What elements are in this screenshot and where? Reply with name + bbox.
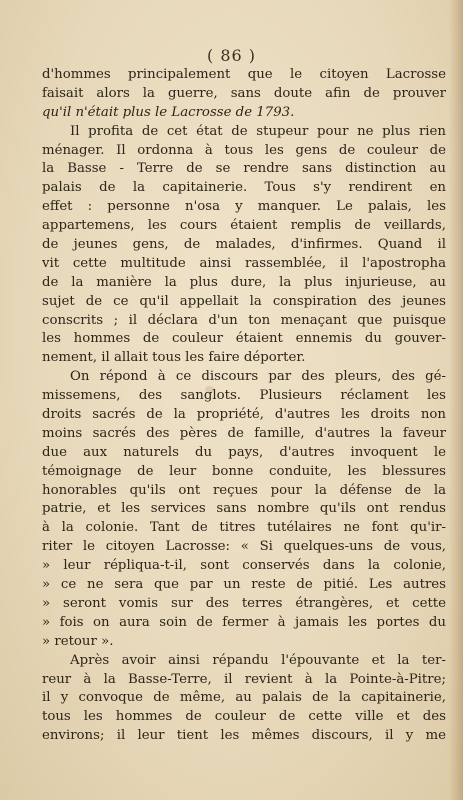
text-line: missemens, des sanglots. Plusieurs réclament les	[42, 388, 446, 404]
text-line: sujet de ce qu'il appellait la conspiration des jeunes	[42, 293, 446, 309]
text-line: effet : personne n'osa y manquer. Le palais, les	[42, 199, 446, 215]
text-line: » leur répliqua-t-il, sont conservés dans la colonie,	[42, 558, 446, 574]
text-line: ménager. Il ordonna à tous les gens de couleur de	[42, 142, 446, 158]
text-line: témoignage de leur bonne conduite, les blessures	[42, 463, 446, 479]
text-line: appartemens, les cours étaient remplis de veillards,	[42, 218, 446, 234]
text-line: tous les hommes de couleur de cette ville et des	[42, 709, 446, 725]
text-line: Après avoir ainsi répandu l'épouvante et la ter-	[70, 652, 446, 668]
text-line: droits sacrés de la propriété, d'autres les droits non	[42, 407, 446, 423]
text-line: moins sacrés des pères de famille, d'autres la faveur	[42, 425, 446, 441]
text-line: à la colonie. Tant de titres tutélaires ne font qu'ir-	[42, 520, 446, 536]
page-edge-shadow	[449, 0, 463, 800]
text-line: palais de la capitainerie. Tous s'y rendirent en	[42, 180, 446, 196]
text-line: » retour ».	[42, 633, 114, 649]
text-line: il y convoque de même, au palais de la capitainerie,	[42, 690, 446, 706]
body-text	[42, 66, 446, 746]
text-line: de jeunes gens, de malades, d'infirmes. Quand il	[42, 237, 446, 253]
text-line: de la manière la plus dure, la plus injurieuse, au	[42, 274, 446, 290]
text-line: » seront vomis sur des terres étrangères, et cette	[42, 595, 446, 611]
text-line: nement, il allait tous les faire déporter.	[42, 350, 306, 366]
text-line: On répond à ce discours par des pleurs, des gé-	[70, 369, 446, 385]
text-line: » ce ne sera que par un reste de pitié. Les autres	[42, 577, 446, 593]
text-line: riter le citoyen Lacrosse: « Si quelques-uns de vous,	[42, 539, 446, 555]
text-line: conscrits ; il déclara d'un ton menaçant que puisque	[42, 312, 446, 328]
text-line: honorables qu'ils ont reçues pour la défense de la	[42, 482, 446, 498]
text-line: Il profita de cet état de stupeur pour ne plus rien	[70, 123, 446, 139]
text-line: faisait alors la guerre, sans doute afin de prouver	[42, 85, 446, 101]
text-line: la Basse - Terre de se rendre sans distinction au	[42, 161, 446, 177]
page-number: ( 86 )	[206, 46, 256, 65]
text-line: d'hommes principalement que le citoyen Lacrosse	[42, 67, 446, 82]
text-line: reur à la Basse-Terre, il revient à la Pointe-à-Pitre;	[42, 671, 446, 687]
text-line: vit cette multitude ainsi rassemblée, il l'apostropha	[42, 255, 446, 271]
text-line: » fois on aura soin de fermer à jamais les portes du	[42, 614, 446, 630]
text-line: qu'il n'était plus le Lacrosse de 1793.	[42, 104, 295, 120]
text-line: les hommes de couleur étaient ennemis du gouver-	[42, 331, 446, 347]
text-line: environs; il leur tient les mêmes discours, il y me	[42, 728, 446, 744]
text-line: due aux naturels du pays, d'autres invoquent le	[42, 444, 446, 460]
text-line: patrie, et les services sans nombre qu'ils ont rendus	[42, 501, 446, 517]
